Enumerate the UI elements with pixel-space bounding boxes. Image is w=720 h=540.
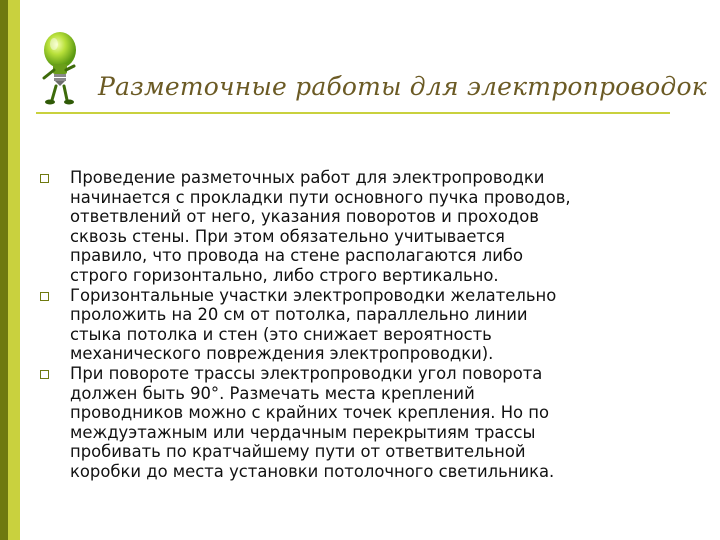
hollow-square-bullet-icon	[40, 174, 49, 183]
list-item	[38, 364, 698, 482]
list-item	[38, 286, 698, 364]
hollow-square-bullet-icon	[40, 292, 49, 301]
list-item-text: При повороте трассы электропроводки угол поворота должен быть 90°. Размечать места креплений проводников можно с крайних точек крепления. Но по междуэтажным или чердачным перекрытиям трассы пробивать по кратчайшему пути от ответвительной коробки до места установки потолочного светильника.	[70, 363, 555, 481]
list-item	[38, 168, 698, 286]
title-underline	[36, 112, 670, 114]
list-item-text: Проведение разметочных работ для электропроводки начинается с прокладки пути основного пучка проводов, ответвлений от него, указания поворотов и проходов сквозь стены. При этом обязательно учитывается правило, что провода на стене располагаются либо строго горизонтально, либо строго вертикально.	[70, 168, 571, 285]
slide-title: Разметочные работы для электропроводок	[98, 72, 707, 101]
side-bar-light	[8, 0, 20, 540]
bullet-list	[38, 168, 698, 482]
green-light-bulb-icon	[36, 30, 84, 106]
list-item-text: Горизонтальные участки электропроводки желательно проложить на 20 см от потолка, параллельно линии стыка потолка и стен (это снижает вероятность механического повреждения электропроводки).	[70, 285, 557, 364]
hollow-square-bullet-icon	[40, 370, 49, 379]
side-bar-dark	[0, 0, 8, 540]
